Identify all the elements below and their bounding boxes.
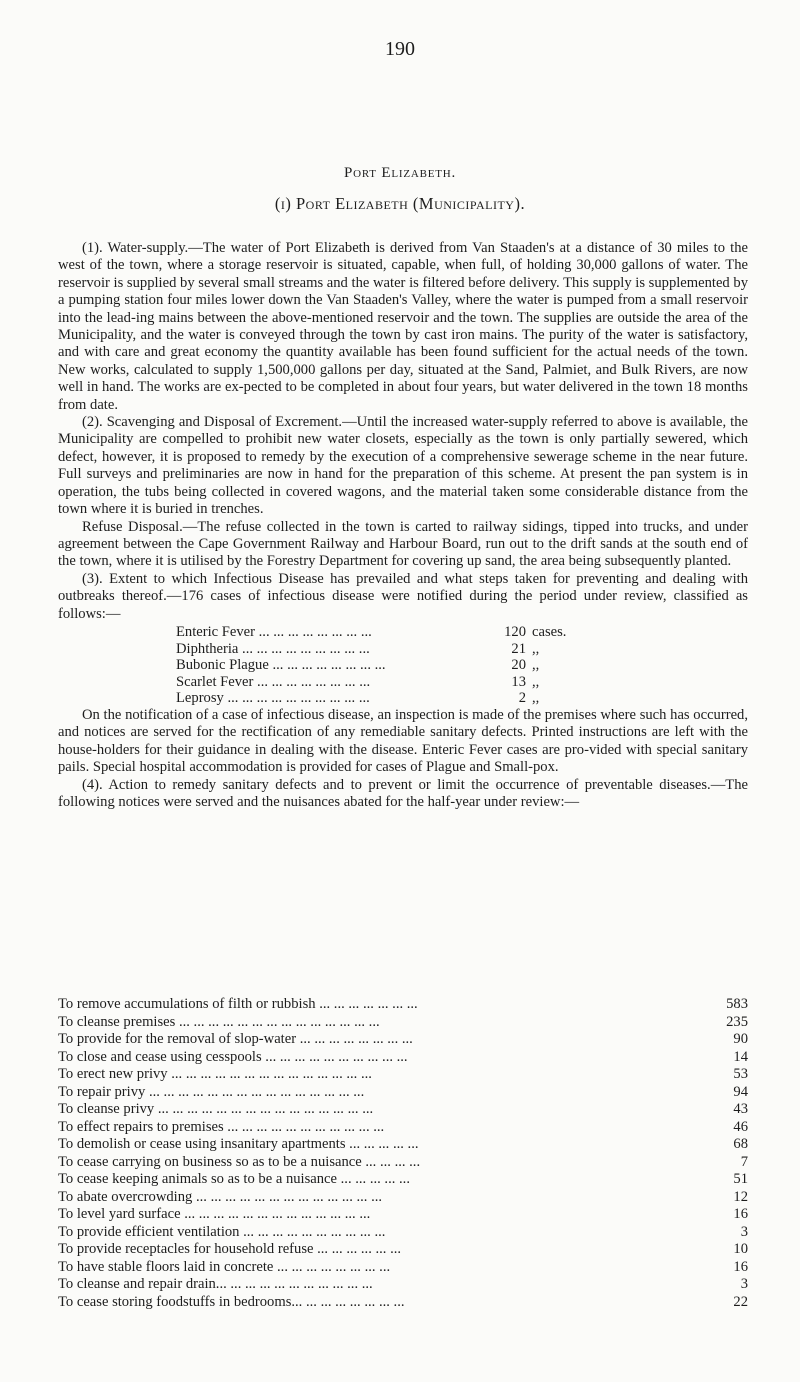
table-row — [58, 1259, 748, 1277]
notice-count: 94 — [733, 1083, 748, 1100]
notice-count: 12 — [733, 1188, 748, 1205]
notice-count: 43 — [733, 1101, 748, 1117]
disease-unit: ,, — [532, 690, 540, 707]
table-row — [58, 1171, 748, 1189]
disease-name: Diphtheria ... ... ... ... ... ... ... ... ... — [176, 640, 370, 657]
notice-label: To cease carrying on business so as to be a nuisance ... ... ... ... — [58, 1153, 421, 1170]
notice-count: 3 — [740, 1223, 748, 1240]
disease-unit: ,, — [532, 640, 540, 657]
notice-label: To erect new privy ... ... ... ... ... ... ... ... ... ... ... ... ... ... — [58, 1066, 372, 1082]
table-row — [58, 1014, 748, 1032]
disease-name: Bubonic Plague ... ... ... ... ... ... ... ... — [176, 657, 386, 674]
table-row — [58, 1241, 748, 1259]
nuisance-notices-table — [58, 996, 748, 1311]
notice-label: To cleanse and repair drain... ... ... ... ... ... ... ... ... ... ... — [58, 1276, 373, 1292]
paragraph-notification-procedure: On the notification of a case of infectious disease, an inspection is made of the premises where such has occurred, and notices are served for the rectification of any remediable sanitary defects. Printed instructions are left with the house-holders for their guidance in dealing with the disease. Enteric Fever cases are pro-vided with special sanitary pails. Special hospital accommodation is provided for cases of Plague and Small-pox. — [58, 706, 748, 776]
table-row — [58, 1276, 748, 1294]
notice-label: To repair privy ... ... ... ... ... ... ... ... ... ... ... ... ... ... ... — [58, 1083, 365, 1100]
notice-label: To effect repairs to premises ... ... ... ... ... ... ... ... ... ... ... — [58, 1118, 385, 1135]
table-row — [176, 674, 566, 691]
disease-count: 13 — [511, 673, 526, 690]
table-row — [58, 1206, 748, 1224]
table-row — [58, 1154, 748, 1172]
table-row — [176, 657, 566, 674]
table-row — [176, 641, 566, 658]
notice-count: 53 — [733, 1066, 748, 1082]
notice-label: To level yard surface ... ... ... ... ... ... ... ... ... ... ... ... ... — [58, 1206, 371, 1222]
notice-label: To demolish or cease using insanitary apartments ... ... ... ... ... — [58, 1136, 419, 1152]
running-head: Port Elizabeth. — [343, 165, 457, 181]
disease-name: Leprosy ... ... ... ... ... ... ... ... ... ... — [176, 690, 370, 707]
table-row — [176, 690, 566, 707]
notice-count: 22 — [733, 1293, 748, 1310]
table-row — [176, 624, 566, 641]
notice-count: 7 — [740, 1153, 748, 1170]
notice-count: 10 — [733, 1241, 748, 1257]
disease-count: 2 — [518, 690, 526, 707]
paragraph-refuse-disposal: Refuse Disposal.—The refuse collected in the town is carted to railway sidings, tipped into trucks, and under agreement between the Cape Government Railway and Harbour Board, run out to the drift sands at the south end of the town, where it is utilised by the Forestry Department for covering up sand, the area being subsequently planted. — [58, 518, 748, 570]
paragraph-scavenging: (2). Scavenging and Disposal of Excrement.—Until the increased water-supply referred to above is available, the Municipality are compelled to prohibit new water closets, especially as the town is only partially sewered, which defect, however, it is proposed to remedy by the execution of a comprehensive sewerage scheme in the near future. Full surveys and preliminaries are now in hand for the preparation of this scheme. At present the pan system is in operation, the tubs being collected in covered wagons, and the material taken some considerable distance from the town where it is buried in trenches. — [58, 414, 748, 518]
disease-name: Scarlet Fever ... ... ... ... ... ... ... ... — [176, 673, 371, 690]
table-row — [58, 1136, 748, 1154]
notice-label: To cease storing foodstuffs in bedrooms... ... ... ... ... ... ... ... — [58, 1293, 405, 1310]
disease-name: Enteric Fever ... ... ... ... ... ... ... ... — [176, 623, 372, 640]
notice-label: To cleanse privy ... ... ... ... ... ... ... ... ... ... ... ... ... ... ... — [58, 1101, 374, 1117]
notice-label: To abate overcrowding ... ... ... ... ... ... ... ... ... ... ... ... ... — [58, 1188, 383, 1205]
notice-count: 16 — [733, 1206, 748, 1222]
notice-label: To close and cease using cesspools ... ... ... ... ... ... ... ... ... ... — [58, 1048, 408, 1065]
disease-count: 21 — [511, 640, 526, 657]
disease-count: 120 — [504, 623, 526, 640]
notice-count: 68 — [733, 1136, 748, 1152]
paragraph-water-supply: (1). Water-supply.—The water of Port Elizabeth is derived from Van Staaden's at a distance of 30 miles to the west of the town, where a storage reservoir is situated, capable, when full, of holding 30,000 gallons of water. The reservoir is supplied by several small streams and the water is filtered before delivery. This supply is supplemented by a pumping station four miles lower down the Van Staaden's Valley, where the water is pumped from a small reservoir into the lead-ing mains between the above-mentioned reservoir and the town. The supplies are outside the area of the Municipality, and the water is conveyed through the town by cast iron mains. The purity of the water is satisfactory, and with care and great economy the quantity available has been found sufficient for the actual needs of the town. New works, calculated to supply 1,500,000 gallons per day, situated at the Sand, Palmiet, and Bulk Rivers, are now well in hand. The works are ex-pected to be completed in about four years, but water delivered in the town 18 months from date. — [58, 240, 748, 413]
disease-unit: ,, — [532, 673, 540, 690]
notice-count: 3 — [740, 1276, 748, 1292]
page-number: 190 — [385, 38, 415, 60]
table-row — [58, 1224, 748, 1242]
paragraph-infectious-disease: (3). Extent to which Infectious Disease has prevailed and what steps taken for preventing and dealing with outbreaks thereof.—176 cases of infectious disease were notified during the period under review, classified as follows:— — [58, 570, 748, 622]
notice-count: 235 — [726, 1013, 748, 1030]
table-row — [58, 1294, 748, 1312]
table-row — [58, 1084, 748, 1102]
disease-cases-table — [176, 624, 566, 707]
notice-label: To have stable floors laid in concrete ... ... ... ... ... ... ... ... — [58, 1258, 391, 1275]
notice-label: To provide for the removal of slop-water ... ... ... ... ... ... ... ... — [58, 1031, 413, 1047]
notice-label: To cease keeping animals so as to be a nuisance ... ... ... ... ... — [58, 1171, 410, 1187]
notice-count: 90 — [733, 1031, 748, 1047]
table-row — [58, 1066, 748, 1084]
notice-count: 46 — [733, 1118, 748, 1135]
table-row — [58, 1049, 748, 1067]
notice-count: 51 — [733, 1171, 748, 1187]
notice-count: 583 — [726, 996, 748, 1012]
paragraph-sanitary-action: (4). Action to remedy sanitary defects and to prevent or limit the occurrence of preventable diseases.—The following notices were served and the nuisances abated for the half-year under review:— — [58, 776, 748, 810]
notice-label: To cleanse premises ... ... ... ... ... ... ... ... ... ... ... ... ... ... — [58, 1013, 380, 1030]
table-row — [58, 1119, 748, 1137]
notice-label: To provide efficient ventilation ... ... ... ... ... ... ... ... ... ... — [58, 1223, 386, 1240]
notice-count: 14 — [733, 1048, 748, 1065]
disease-count: 20 — [511, 657, 526, 674]
table-row — [58, 1189, 748, 1207]
section-heading: (i) Port Elizabeth (Municipality). — [274, 194, 526, 213]
notice-count: 16 — [733, 1258, 748, 1275]
disease-unit: ,, — [532, 657, 540, 674]
table-row — [58, 1101, 748, 1119]
notice-label: To provide receptacles for household refuse ... ... ... ... ... ... — [58, 1241, 402, 1257]
disease-unit: cases. — [532, 623, 567, 640]
notice-label: To remove accumulations of filth or rubbish ... ... ... ... ... ... ... — [58, 996, 418, 1012]
table-row — [58, 996, 748, 1014]
table-row — [58, 1031, 748, 1049]
body-text — [58, 240, 748, 811]
